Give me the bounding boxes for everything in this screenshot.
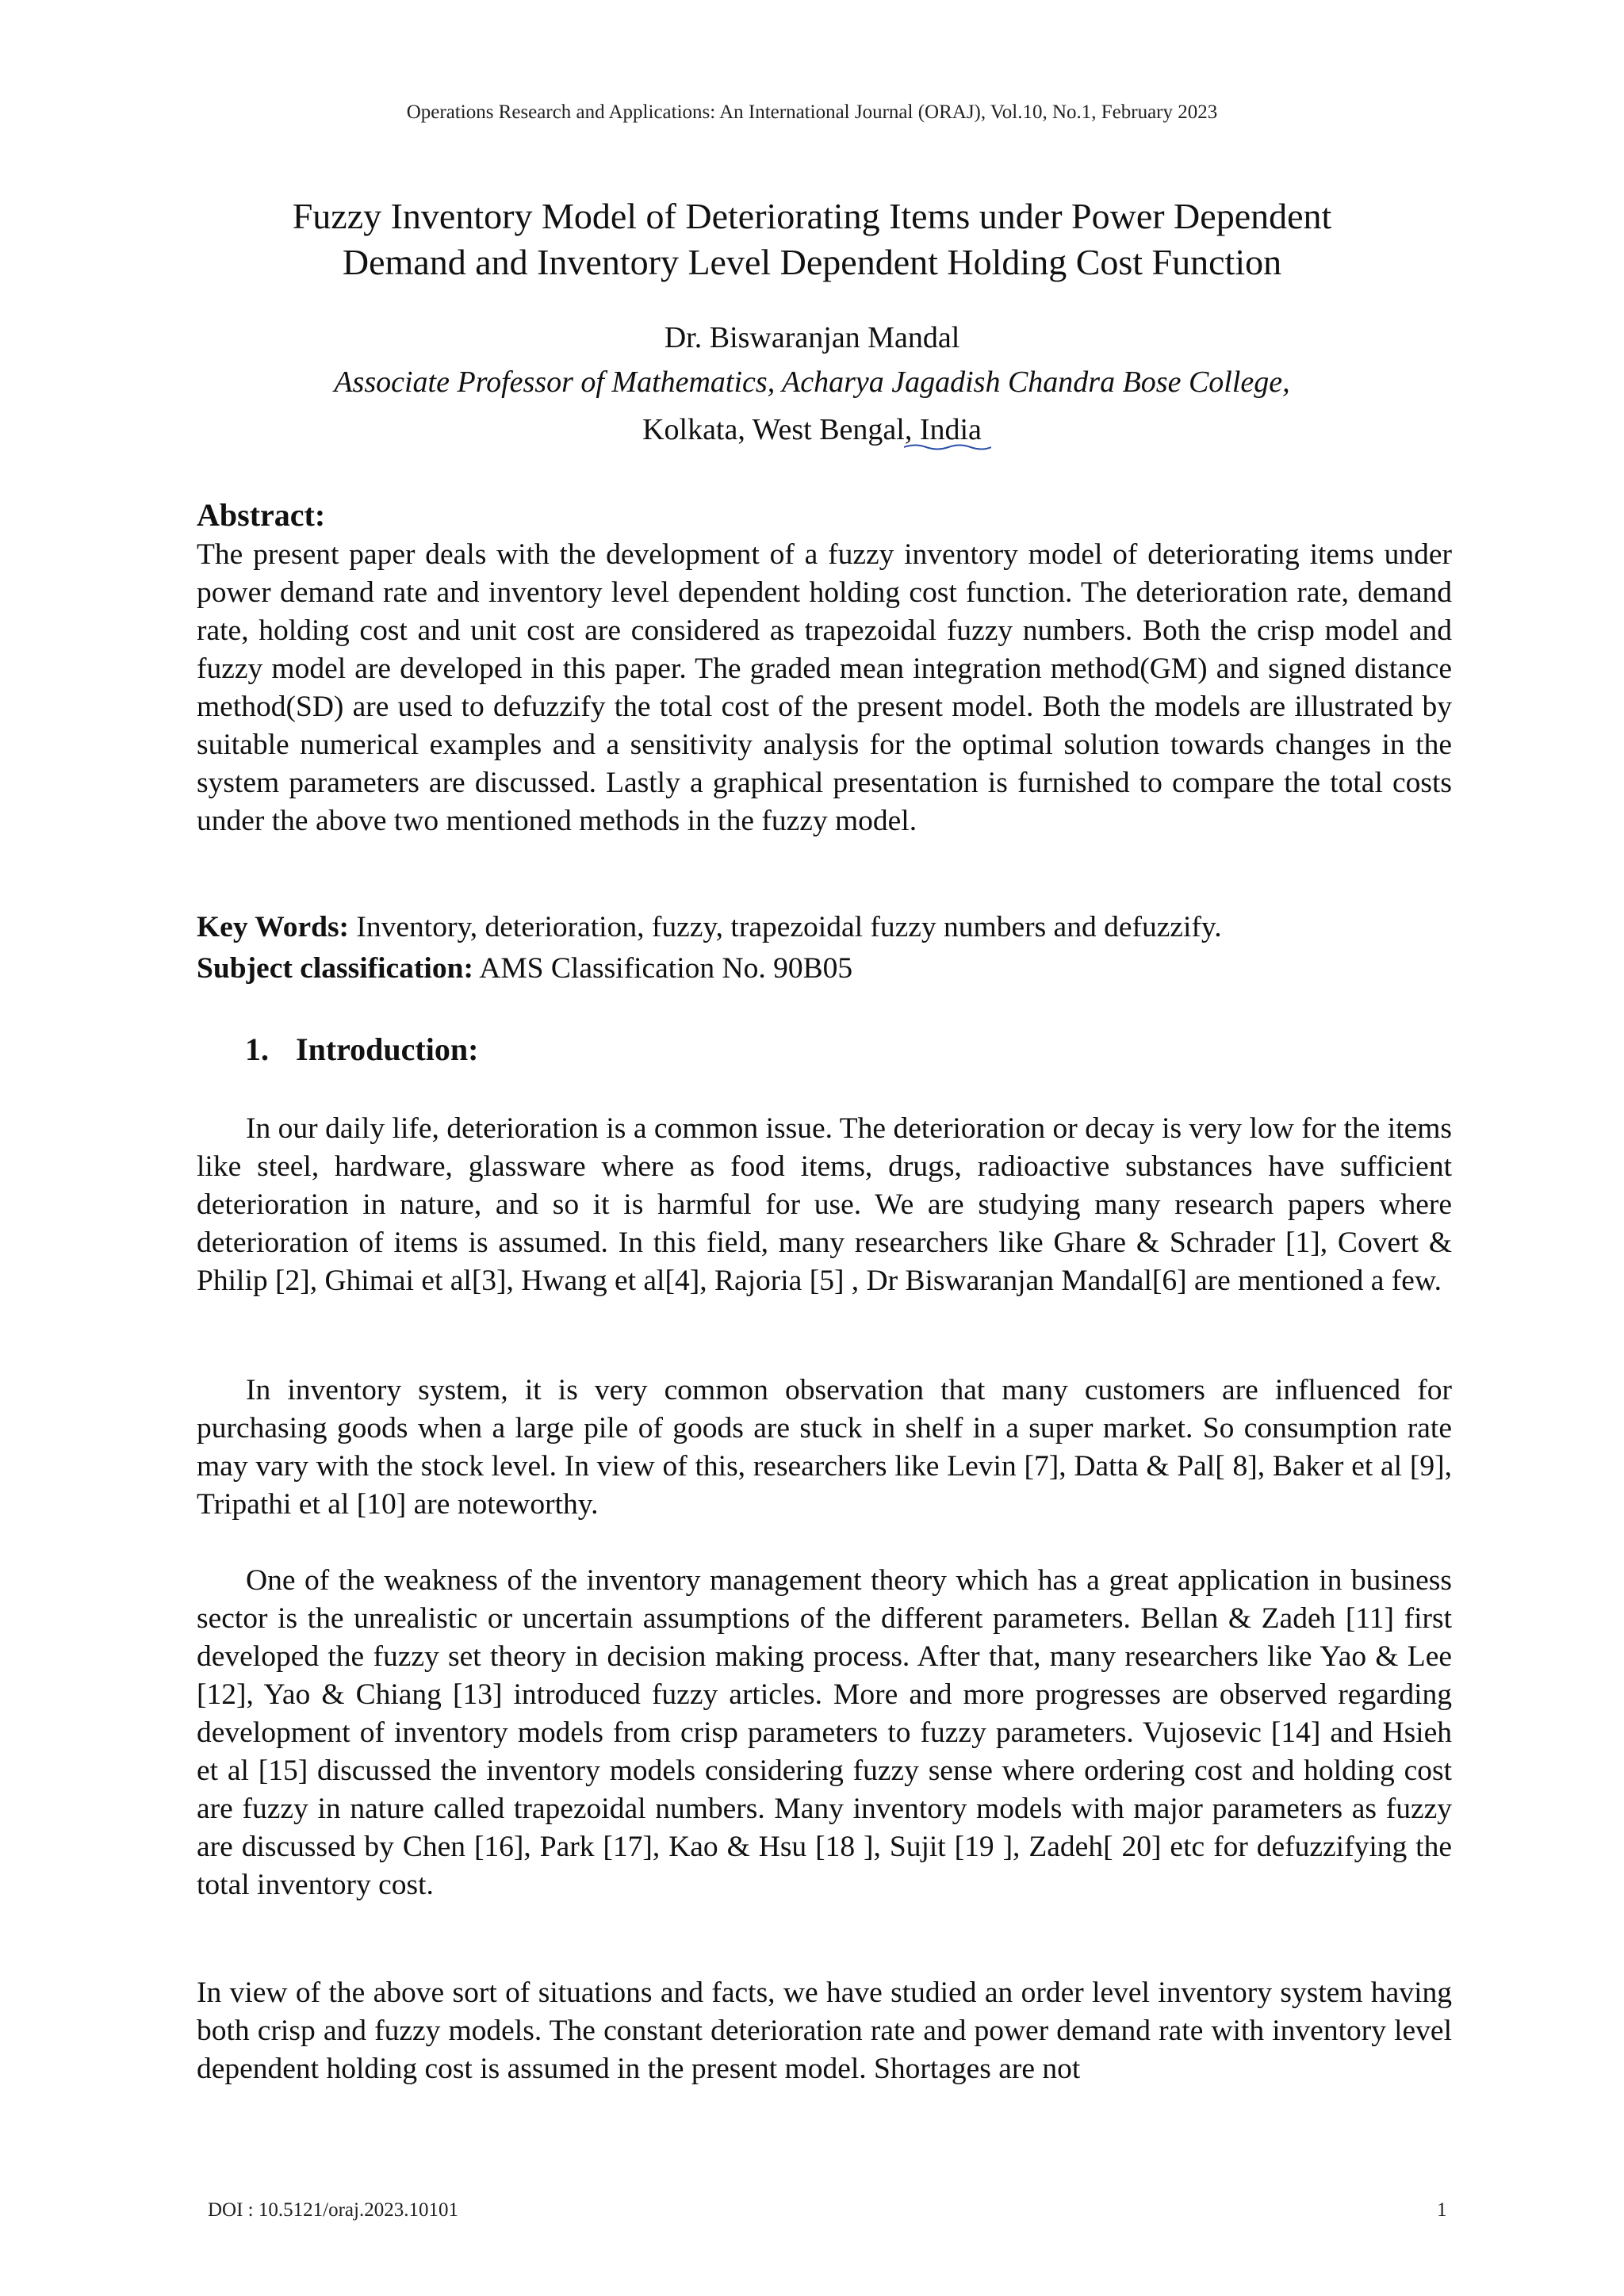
title-line-1: Fuzzy Inventory Model of Deteriorating Items under Power Dependent — [292, 196, 1332, 236]
keywords-label: Key Words: — [197, 911, 350, 943]
intro-paragraph-4: In view of the above sort of situations and facts, we have studied an order level inventory system having both crisp and fuzzy models. The constant deterioration rate and power demand rate with inventory level dependent holding cost is assumed in the present model. Shortages are not — [197, 1976, 1452, 2085]
running-header: Operations Research and Applications: An International Journal (ORAJ), Vol.10, No.1, February 2023 — [406, 101, 1218, 123]
author-affiliation: Associate Professor of Mathematics, Acharya Jagadish Chandra Bose College, — [334, 365, 1290, 399]
intro-paragraph-1: In our daily life, deterioration is a common issue. The deterioration or decay is very low for the items like steel, hardware, glassware where as food items, drugs, radioactive substances have sufficient deterioration in nature, and so it is harmful for use. We are studying many research papers where deterioration of items is assumed. In this field, many researchers like Ghare & Schrader [1], Covert & Philip [2], Ghimai et al[3], Hwang et al[4], Rajoria [5] , Dr Biswaranjan Mandal[6] are mentioned a few. — [197, 1112, 1452, 1297]
spellcheck-underline — [904, 442, 991, 450]
page-number: 1 — [1437, 2199, 1447, 2221]
subject-classification-line — [197, 950, 1452, 988]
keywords-text: Inventory, deterioration, fuzzy, trapezoidal fuzzy numbers and defuzzify. — [349, 911, 1222, 943]
doi-footer: DOI : 10.5121/oraj.2023.10101 — [208, 2199, 458, 2221]
author-location: Kolkata, West Bengal, India — [642, 413, 982, 446]
author-name: Dr. Biswaranjan Mandal — [664, 321, 960, 354]
intro-paragraph-3: One of the weakness of the inventory management theory which has a great application in business sector is the unrealistic or uncertain assumptions of the different parameters. Bellan & Zadeh [11] first developed the fuzzy set theory in decision making process. After that, many researchers like Yao & Lee [12], Yao & Chiang [13] introduced fuzzy articles. More and more progresses are observed regarding development of inventory models from crisp parameters to fuzzy parameters. Vujosevic [14] and Hsieh et al [15] discussed the inventory models considering fuzzy sense where ordering cost and holding cost are fuzzy in nature called trapezoidal numbers. Many inventory models with major parameters as fuzzy are discussed by Chen [16], Park [17], Kao & Hsu [18 ], Sujit [19 ], Zadeh[ 20] etc for defuzzifying the total inventory cost. — [197, 1564, 1452, 1901]
section-number: 1. — [245, 1031, 269, 1067]
section-title: Introduction: — [296, 1031, 479, 1067]
intro-paragraph-2: In inventory system, it is very common observation that many customers are influenced for purchasing goods when a large pile of goods are stuck in shelf in a super market. So consumption rate may vary with the stock level. In view of this, researchers like Levin [7], Datta & Pal[ 8], Baker et al [9], Tripathi et al [10] are noteworthy. — [197, 1374, 1452, 1521]
keywords-line — [197, 909, 1452, 947]
section-heading-introduction — [245, 1031, 478, 1068]
title-line-2: Demand and Inventory Level Dependent Holding Cost Function — [342, 242, 1282, 282]
abstract-heading: Abstract: — [197, 497, 326, 533]
subject-label: Subject classification: — [197, 952, 473, 985]
subject-text: AMS Classification No. 90B05 — [473, 952, 853, 985]
paper-title — [198, 193, 1426, 285]
abstract-text: The present paper deals with the development of a fuzzy inventory model of deteriorating items under power demand rate and inventory level dependent holding cost function. The deterioration rate, demand rate, holding cost and unit cost are considered as trapezoidal fuzzy numbers. Both the crisp model and fuzzy model are developed in this paper. The graded mean integration method(GM) and signed distance method(SD) are used to defuzzify the total cost of the present model. Both the models are illustrated by suitable numerical examples and a sensitivity analysis for the optimal solution towards changes in the system parameters are discussed. Lastly a graphical presentation is furnished to compare the total costs under the above two mentioned methods in the fuzzy model. — [197, 538, 1452, 837]
